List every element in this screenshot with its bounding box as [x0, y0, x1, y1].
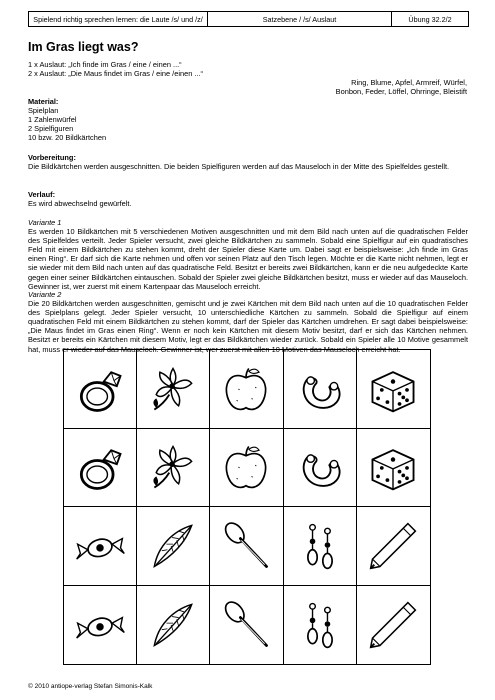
- card-grid: [63, 349, 431, 665]
- pencil-icon: [365, 518, 421, 574]
- ring-icon: [72, 439, 128, 495]
- picture-card: [284, 507, 357, 586]
- footer-copyright: © 2010 antiope-verlag Stefan Simonis-Kalk: [28, 683, 153, 690]
- verlauf-section: [28, 190, 468, 208]
- variante2-heading: Variante 2: [28, 290, 62, 299]
- apple-icon: [218, 439, 274, 495]
- picture-card: [357, 429, 430, 508]
- flower-icon: [145, 361, 201, 417]
- picture-card: [210, 429, 283, 508]
- vorbereitung-section: [28, 153, 468, 171]
- bracelet-icon: [292, 361, 348, 417]
- picture-card: [137, 429, 210, 508]
- dice-icon: [365, 361, 421, 417]
- header-subject: Spielend richtig sprechen lernen: die Laute /s/ und /z/: [29, 12, 208, 26]
- bracelet-icon: [292, 439, 348, 495]
- earrings-icon: [292, 597, 348, 653]
- page-title: Im Gras liegt was?: [28, 40, 139, 54]
- spoon-icon: [218, 597, 274, 653]
- flower-icon: [145, 439, 201, 495]
- material-section: [28, 97, 468, 142]
- variante1-section: [28, 218, 468, 291]
- instruction-2: 2 x Auslaut: „Die Maus findet im Gras / eine /einen ...“: [28, 69, 203, 78]
- material-item: Spielplan: [28, 106, 59, 116]
- apple-icon: [218, 361, 274, 417]
- word-list-1: Ring, Blume, Apfel, Armreif, Würfel,: [351, 78, 467, 87]
- picture-card: [64, 586, 137, 665]
- feather-icon: [145, 518, 201, 574]
- earrings-icon: [292, 518, 348, 574]
- picture-card: [137, 350, 210, 429]
- spoon-icon: [218, 518, 274, 574]
- picture-card: [357, 507, 430, 586]
- word-list-2: Bonbon, Feder, Löffel, Ohrringe, Bleistift: [335, 87, 467, 96]
- picture-card: [137, 586, 210, 665]
- feather-icon: [145, 597, 201, 653]
- variante2-section: [28, 290, 468, 354]
- vorbereitung-text: Die Bildkärtchen werden ausgeschnitten. Die beiden Spielfiguren werden auf das Mauseloch in der Mitte des Spielfeldes gestellt.: [28, 162, 450, 172]
- material-item: 2 Spielfiguren: [28, 124, 74, 134]
- material-heading: Material:: [28, 97, 59, 106]
- picture-card: [210, 586, 283, 665]
- header-level: Satzebene / /s/ Auslaut: [208, 12, 392, 26]
- worksheet-header: [28, 11, 469, 27]
- verlauf-heading: Verlauf:: [28, 190, 56, 199]
- picture-card: [64, 429, 137, 508]
- vorbereitung-heading: Vorbereitung:: [28, 153, 76, 162]
- dice-icon: [365, 439, 421, 495]
- picture-card: [137, 507, 210, 586]
- picture-card: [284, 586, 357, 665]
- header-exercise: Übung 32.2/2: [408, 14, 452, 24]
- candy-icon: [72, 518, 128, 574]
- verlauf-text: Es wird abwechselnd gewürfelt.: [28, 199, 132, 209]
- picture-card: [210, 507, 283, 586]
- variante1-heading: Variante 1: [28, 218, 62, 227]
- pencil-icon: [365, 597, 421, 653]
- picture-card: [357, 586, 430, 665]
- ring-icon: [72, 361, 128, 417]
- candy-icon: [72, 597, 128, 653]
- material-item: 1 Zahlenwürfel: [28, 115, 77, 125]
- picture-card: [64, 350, 137, 429]
- picture-card: [210, 350, 283, 429]
- material-item: 10 bzw. 20 Bildkärtchen: [28, 133, 107, 143]
- picture-card: [357, 350, 430, 429]
- picture-card: [284, 429, 357, 508]
- instruction-1: 1 x Auslaut: „Ich finde im Gras / eine / einen ...“: [28, 60, 182, 69]
- variante1-text: Es werden 10 Bildkärtchen mit 5 verschiedenen Motiven ausgeschnitten und mit dem Bild nach unten auf die quadratischen Felder des Spielfeldes verteilt. Jeder Spieler versucht, zwei gleiche Bildkärtchen zu sammeln. Sobald eine Spielfigur auf ein quadratisches Feld mit einem Bildkärtchen zu stehen kommt, dreht der Spieler diese Karte um. Dabei sagt er beispielsweise: „Ich finde im Gras einen Ring“. Er darf sich die Karte nehmen und offen vor seinen Platz auf den Tisch legen. Möchte er die Karte nicht nehmen, legt er sie wieder mit dem Bild nach unten auf das quadratische Feld. Besitzt er bereits zwei Bildkärtchen, kann er die neu aufgedeckte Karte gegen einer seiner Bildkärtchen eintauschen. Sobald der Spieler zwei gleiche Bildkärtchen besitzt, muss er wieder auf das Mauseloch. Gewinner ist, wer zuerst mit einem Kartenpaar das Mauseloch erreicht.: [28, 227, 468, 291]
- variante2-text: Die 20 Bildkärtchen werden ausgeschnitten, gemischt und je zwei Kärtchen mit dem Bild nach unten auf die 10 quadratischen Felder des Spielplans gelegt. Jeder Spieler versucht, 10 unterschiedliche Kärtchen zu sammeln. Sobald die Spielfigur auf einem quadratischen Feld mit einem Bildkärtchen zu stehen kommt, darf der Spieler das Kärtchen umdrehen. Er sagt dabei beispielsweise: „Die Maus findet im Gras einen Ring“. Wenn er noch kein Kärtchen mit diesem Motiv besitzt, darf er sich das Kärtchen nehmen. Besitzt er bereits ein Kärtchen mit diesem Motiv, legt er das Bildkärtchen wieder zurück. Sobald ein Spieler alle 10 Motive gesammelt hat, muss er wieder auf das Mauseloch. Gewinner ist, wer zuerst mit allen 10 Motiven das Mauseloch erreicht hat.: [28, 299, 468, 354]
- picture-card: [64, 507, 137, 586]
- picture-card: [284, 350, 357, 429]
